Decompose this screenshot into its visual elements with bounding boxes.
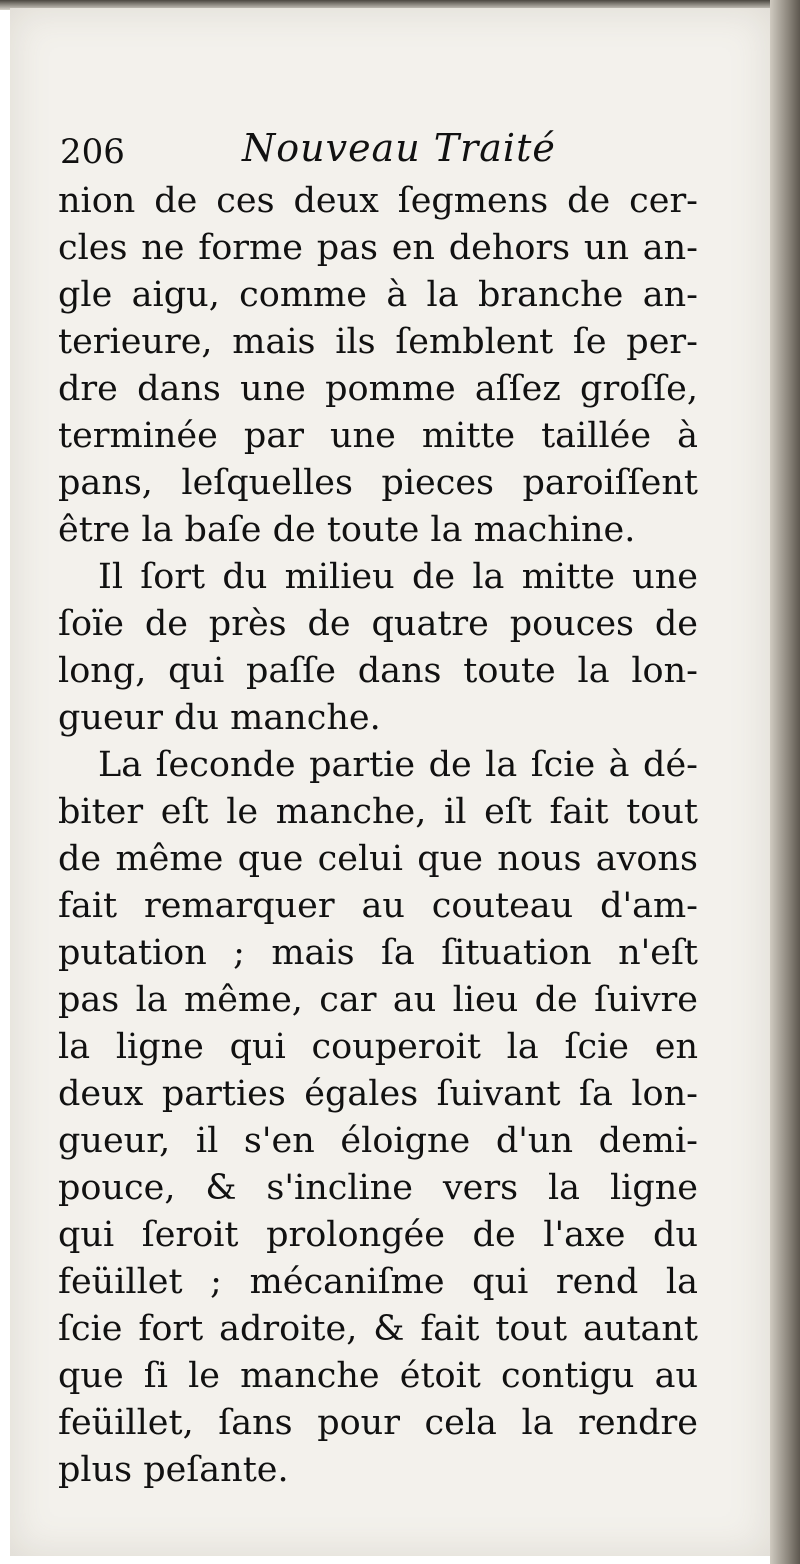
text-line: fait remarquer au couteau d'am- — [58, 886, 698, 926]
text-line: la ligne qui couperoit la ſcie en — [58, 1027, 698, 1067]
text-line: feüillet ; mécaniſme qui rend la — [58, 1262, 698, 1302]
text-line: pouce, & s'incline vers la ligne — [58, 1168, 698, 1208]
page-gutter-edge — [770, 0, 800, 1564]
body-text — [58, 178, 698, 1494]
text-line: pans, leſquelles pieces paroiſſent — [58, 463, 698, 503]
page-number: 206 — [60, 132, 125, 172]
text-line: plus peſante. — [58, 1450, 289, 1490]
text-line: dre dans une pomme aſſez groſſe, — [58, 369, 698, 409]
text-line: de même que celui que nous avons — [58, 839, 698, 879]
text-line: ſoïe de près de quatre pouces de — [58, 604, 698, 644]
text-line: deux parties égales ſuivant ſa lon- — [58, 1074, 698, 1114]
text-line: qui ſeroit prolongée de l'axe du — [58, 1215, 698, 1255]
text-line: biter eſt le manche, il eſt fait tout — [58, 792, 698, 832]
text-line: gueur du manche. — [58, 698, 381, 738]
text-line: que ſi le manche étoit contigu au — [58, 1356, 698, 1396]
text-line: Il ſort du milieu de la mitte une — [98, 557, 698, 597]
text-line: putation ; mais ſa ſituation n'eſt — [58, 933, 698, 973]
text-line: être la baſe de toute la machine. — [58, 510, 636, 550]
running-head — [60, 118, 700, 178]
text-line: long, qui paſſe dans toute la lon- — [58, 651, 698, 691]
running-title: Nouveau Traité — [242, 126, 556, 170]
text-line: gueur, il s'en éloigne d'un demi- — [58, 1121, 698, 1161]
text-line: cles ne forme pas en dehors un an- — [58, 228, 698, 268]
text-line: ſcie fort adroite, & fait tout autant — [58, 1309, 698, 1349]
text-line: feüillet, ſans pour cela la rendre — [58, 1403, 698, 1443]
text-line: terminée par une mitte taillée à — [58, 416, 698, 456]
text-line: pas la même, car au lieu de ſuivre — [58, 980, 698, 1020]
text-line: nion de ces deux ſegmens de cer- — [58, 181, 698, 221]
text-line: La ſeconde partie de la ſcie à dé- — [98, 745, 698, 785]
text-line: gle aigu, comme à la branche an- — [58, 275, 698, 315]
text-line: terieure, mais ils ſemblent ſe per- — [58, 322, 698, 362]
